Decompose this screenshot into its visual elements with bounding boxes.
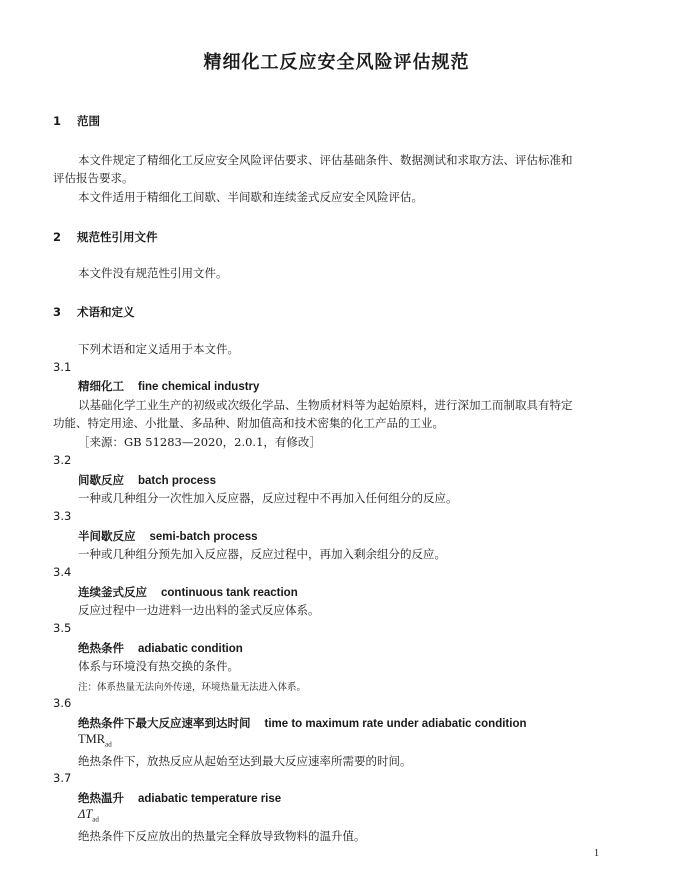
section-heading-terms [53, 304, 135, 320]
section-title: 术语和定义 [77, 305, 135, 319]
term-definition: 以基础化学工业生产的初级或次级化学品、生物质材料等为起始原料，进行深加工而制取具有特定 [78, 398, 573, 412]
term-cn: 绝热温升 [78, 791, 124, 805]
symbol-main: ΔT [78, 807, 93, 821]
term-definition: 一种或几种组分一次性加入反应器，反应过程中不再加入任何组分的反应。 [78, 491, 458, 505]
clause-number: 3.5 [53, 621, 72, 635]
clause-number: 3.1 [53, 360, 72, 374]
term-definition: 功能、特定用途、小批量、多品种、附加值高和技术密集的化工产品的工业。 [53, 416, 444, 430]
term-definition: 绝热条件下，放热反应从起始至达到最大反应速率所需要的时间。 [78, 754, 412, 768]
term-entry [78, 472, 216, 488]
term-definition: 反应过程中一边进料一边出料的釜式反应体系。 [78, 603, 320, 617]
section-heading-scope [53, 113, 100, 129]
clause-number: 3.7 [53, 771, 72, 785]
term-symbol [78, 807, 99, 824]
clause-number: 3.4 [53, 565, 72, 579]
term-en: batch process [138, 475, 216, 487]
paragraph: 本文件规定了精细化工反应安全风险评估要求、评估基础条件、数据测试和求取方法、评估标准和 [78, 153, 573, 167]
symbol-subscript: ad [105, 740, 112, 749]
term-cn: 间歇反应 [78, 473, 124, 487]
term-en: adiabatic temperature rise [138, 793, 282, 805]
clause-number: 3.6 [53, 696, 72, 710]
clause-number: 3.2 [53, 453, 72, 467]
term-entry [78, 790, 281, 806]
paragraph: 评估报告要求。 [53, 171, 134, 185]
term-symbol [78, 732, 112, 749]
term-definition: 一种或几种组分预先加入反应器，反应过程中，再加入剩余组分的反应。 [78, 547, 446, 561]
section-title: 规范性引用文件 [77, 230, 158, 244]
term-source: ［来源：GB 51283—2020，2.0.1，有修改］ [78, 435, 321, 449]
term-definition: 绝热条件下反应放出的热量完全释放导致物料的温升值。 [78, 829, 366, 843]
term-en: continuous tank reaction [161, 587, 298, 599]
term-definition: 体系与环境没有热交换的条件。 [78, 659, 239, 673]
paragraph: 本文件适用于精细化工间歇、半间歇和连续釜式反应安全风险评估。 [78, 190, 423, 204]
section-number: 1 [53, 114, 62, 128]
term-en: semi-batch process [149, 531, 258, 543]
term-cn: 绝热条件下最大反应速率到达时间 [78, 716, 251, 730]
paragraph: 下列术语和定义适用于本文件。 [78, 342, 239, 356]
term-cn: 精细化工 [78, 379, 124, 393]
term-cn: 绝热条件 [78, 641, 124, 655]
term-entry [78, 584, 298, 600]
term-entry [78, 378, 259, 394]
symbol-subscript: ad [92, 815, 99, 824]
term-en: adiabatic condition [138, 643, 243, 655]
document-title: 精细化工反应安全风险评估规范 [203, 52, 470, 73]
term-entry [78, 640, 243, 656]
term-en: fine chemical industry [138, 381, 260, 393]
section-number: 2 [53, 230, 62, 244]
term-cn: 半间歇反应 [78, 529, 136, 543]
term-entry [78, 715, 527, 731]
page-number: 1 [594, 848, 599, 859]
section-title: 范围 [77, 114, 101, 128]
term-en: time to maximum rate under adiabatic condition [264, 718, 527, 730]
term-note: 注：体系热量无法向外传递，环境热量无法进入体系。 [78, 682, 307, 693]
clause-number: 3.3 [53, 509, 72, 523]
term-entry [78, 528, 258, 544]
paragraph: 本文件没有规范性引用文件。 [78, 266, 228, 280]
term-cn: 连续釜式反应 [78, 585, 147, 599]
section-number: 3 [53, 305, 62, 319]
symbol-main: TMR [78, 732, 106, 746]
section-heading-normative [53, 229, 158, 245]
